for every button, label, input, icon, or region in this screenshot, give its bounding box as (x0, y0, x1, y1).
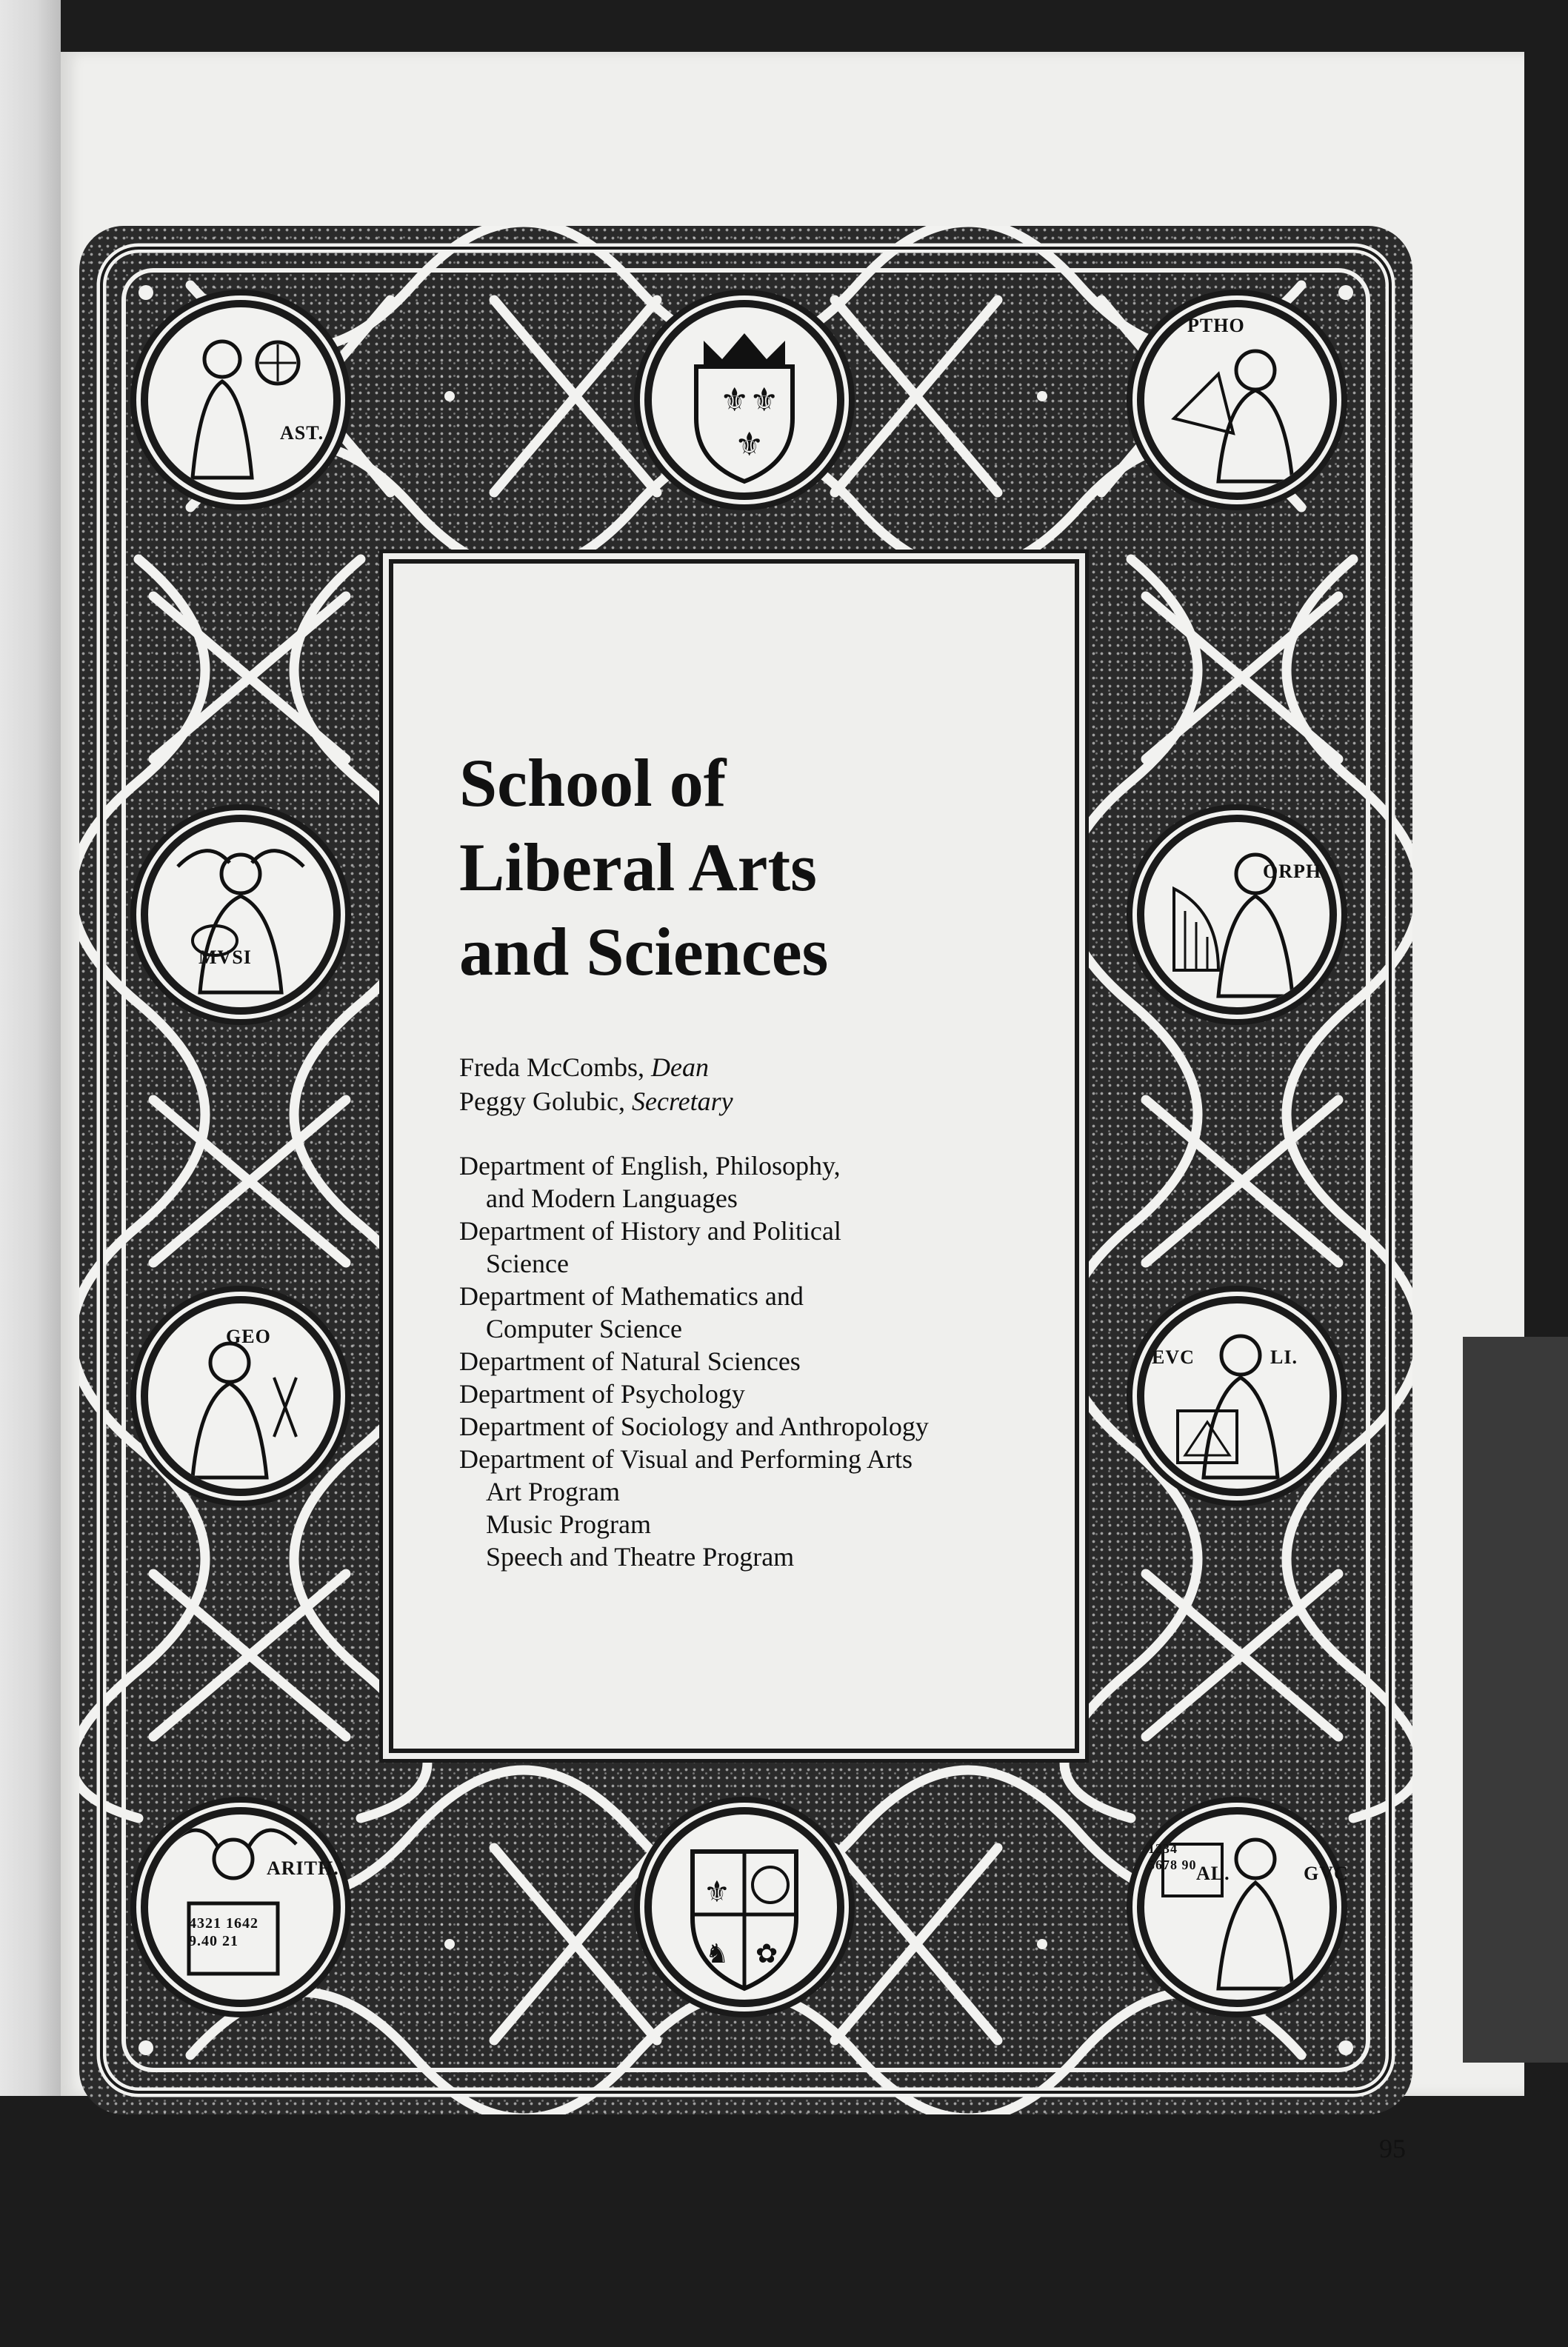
pythagoras-label: PTHO (1187, 315, 1245, 336)
staff-role: Dean (650, 1052, 709, 1082)
page-title (459, 741, 828, 994)
musician-figure-icon (148, 822, 333, 1007)
music-label: MVSI (198, 947, 252, 968)
department-line: Department of Psychology (459, 1379, 745, 1409)
algorism-numbers: 1234 5678 90 (1148, 1841, 1197, 1872)
department-line: Department of Mathematics and (459, 1281, 804, 1311)
svg-text:⚜: ⚜ (704, 1875, 730, 1909)
astronomy-medallion (141, 300, 341, 500)
department-line: Music Program (486, 1509, 651, 1539)
arithmetic-numbers: 4321 1642 9.40 21 (189, 1915, 258, 1949)
staff-list (459, 1050, 733, 1118)
astronomer-figure-icon (148, 307, 333, 493)
title-line-1: School of (459, 745, 727, 821)
facing-page-edge (0, 0, 61, 2096)
quartered-shield-icon (652, 1814, 837, 2000)
svg-text:⚜: ⚜ (735, 426, 764, 464)
staff-name: Freda McCombs, (459, 1052, 644, 1082)
orpheus-label: ORPH (1263, 861, 1322, 882)
staff-role: Secretary (631, 1086, 733, 1116)
department-line: Department of English, Philosophy, (459, 1151, 841, 1181)
mathematician-figure-icon (1144, 1303, 1330, 1489)
euclid-label: EVC (1152, 1346, 1195, 1368)
music-medallion (141, 815, 341, 1015)
heraldic-arms-medallion (644, 1807, 844, 2007)
arithmetic-label: ARITH. (267, 1857, 339, 1879)
svg-text:✿: ✿ (755, 1939, 778, 1969)
staff-name: Peggy Golubic, (459, 1086, 625, 1116)
algorism-label-b: GVC (1304, 1863, 1349, 1884)
svg-text:⚜: ⚜ (750, 381, 779, 419)
geometry-label: GEO (226, 1326, 271, 1347)
orpheus-medallion (1137, 815, 1337, 1015)
astronomy-label: AST. (280, 422, 324, 444)
department-list (459, 1149, 929, 1573)
scan-background (0, 2096, 1568, 2347)
title-line-3: and Sciences (459, 914, 829, 989)
page-number: 95 (1379, 2134, 1406, 2163)
euclid-medallion (1137, 1296, 1337, 1496)
department-line: Department of Visual and Performing Arts (459, 1444, 913, 1474)
department-line: Department of Natural Sciences (459, 1346, 801, 1376)
department-line: Science (486, 1249, 569, 1278)
algorism-medallion (1137, 1807, 1337, 2007)
algorism-label: AL. (1196, 1863, 1230, 1884)
department-line: Department of Sociology and Anthropology (459, 1412, 929, 1441)
euclid-label-b: LI. (1270, 1346, 1298, 1368)
department-line: Computer Science (486, 1314, 682, 1343)
svg-text:♞: ♞ (705, 1939, 730, 1969)
royal-arms-medallion (644, 300, 844, 500)
arithmetic-medallion (141, 1807, 341, 2007)
department-line: and Modern Languages (486, 1183, 738, 1213)
fleur-de-lis-shield-icon (652, 307, 837, 493)
staff-entry-dean (459, 1050, 733, 1084)
staff-entry-secretary (459, 1084, 733, 1118)
harpist-figure-icon (1144, 822, 1330, 1007)
department-line: Speech and Theatre Program (486, 1542, 795, 1572)
section-tab-marker (1463, 1337, 1568, 2063)
arithmetician-figure-icon (148, 1814, 333, 2000)
svg-text:⚜: ⚜ (720, 381, 750, 419)
department-line: Department of History and Political (459, 1216, 841, 1246)
department-line: Art Program (486, 1477, 620, 1506)
title-line-2: Liberal Arts (459, 829, 817, 905)
